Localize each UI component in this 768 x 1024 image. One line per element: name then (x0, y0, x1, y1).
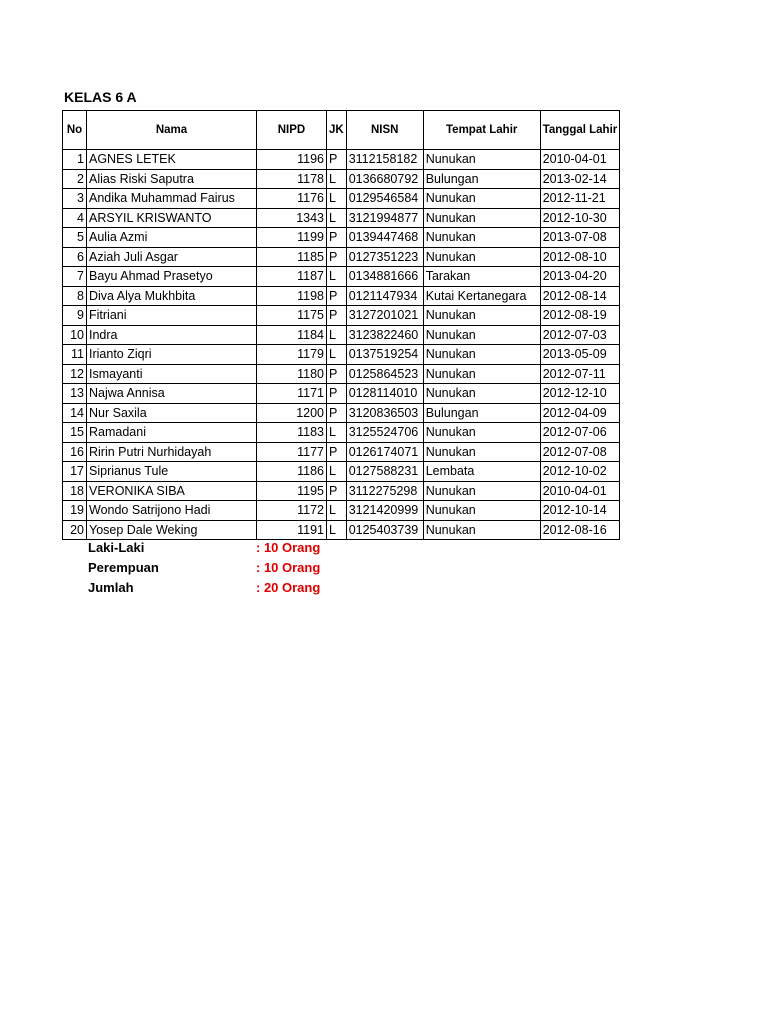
cell-jk: L (327, 501, 347, 521)
table-row (63, 384, 620, 404)
summary-label: Perempuan (88, 560, 159, 575)
cell-tanggal-lahir: 2013-04-20 (540, 267, 620, 287)
cell-tempat-lahir: Lembata (423, 462, 540, 482)
cell-tanggal-lahir: 2012-11-21 (540, 189, 620, 209)
cell-nama: Siprianus Tule (87, 462, 257, 482)
cell-tempat-lahir: Kutai Kertanegara (423, 286, 540, 306)
cell-tanggal-lahir: 2012-07-08 (540, 442, 620, 462)
cell-no: 18 (63, 481, 87, 501)
table-row (63, 442, 620, 462)
cell-tempat-lahir: Nunukan (423, 364, 540, 384)
cell-tanggal-lahir: 2012-07-06 (540, 423, 620, 443)
cell-tempat-lahir: Nunukan (423, 208, 540, 228)
cell-tanggal-lahir: 2012-07-03 (540, 325, 620, 345)
table-row (63, 423, 620, 443)
summary-value: : 10 Orang (256, 560, 321, 575)
summary-label: Jumlah (88, 580, 134, 595)
table-row (63, 306, 620, 326)
table-row (63, 364, 620, 384)
cell-nipd: 1195 (257, 481, 327, 501)
cell-tempat-lahir: Nunukan (423, 501, 540, 521)
cell-jk: L (327, 325, 347, 345)
cell-jk: L (327, 520, 347, 540)
cell-nama: Alias Riski Saputra (87, 169, 257, 189)
cell-tempat-lahir: Nunukan (423, 345, 540, 365)
col-header-tanggal-lahir: Tanggal Lahir (540, 111, 620, 150)
table-row (63, 150, 620, 170)
cell-tempat-lahir: Nunukan (423, 306, 540, 326)
table-row (63, 286, 620, 306)
cell-no: 6 (63, 247, 87, 267)
cell-nama: Irianto Ziqri (87, 345, 257, 365)
cell-nama: Fitriani (87, 306, 257, 326)
table-row (63, 267, 620, 287)
cell-tempat-lahir: Nunukan (423, 442, 540, 462)
cell-nisn: 3125524706 (346, 423, 423, 443)
header-row (63, 111, 620, 150)
cell-no: 7 (63, 267, 87, 287)
cell-nama: Yosep Dale Weking (87, 520, 257, 540)
cell-no: 20 (63, 520, 87, 540)
cell-tanggal-lahir: 2012-10-30 (540, 208, 620, 228)
col-header-jk: JK (327, 111, 347, 150)
cell-no: 9 (63, 306, 87, 326)
table-row (63, 189, 620, 209)
cell-nama: Najwa Annisa (87, 384, 257, 404)
cell-tanggal-lahir: 2012-08-19 (540, 306, 620, 326)
cell-tanggal-lahir: 2012-08-16 (540, 520, 620, 540)
table-row (63, 169, 620, 189)
table-row (63, 228, 620, 248)
cell-nisn: 0128114010 (346, 384, 423, 404)
cell-nama: Ramadani (87, 423, 257, 443)
cell-no: 5 (63, 228, 87, 248)
cell-nama: Indra (87, 325, 257, 345)
cell-tempat-lahir: Nunukan (423, 423, 540, 443)
cell-no: 8 (63, 286, 87, 306)
cell-nisn: 0127588231 (346, 462, 423, 482)
cell-nisn: 0125864523 (346, 364, 423, 384)
cell-jk: L (327, 462, 347, 482)
table-row (63, 208, 620, 228)
cell-nama: Diva Alya Mukhbita (87, 286, 257, 306)
cell-nipd: 1187 (257, 267, 327, 287)
student-table (62, 110, 620, 540)
cell-tempat-lahir: Nunukan (423, 384, 540, 404)
cell-nisn: 3112275298 (346, 481, 423, 501)
cell-nipd: 1177 (257, 442, 327, 462)
cell-nipd: 1343 (257, 208, 327, 228)
cell-nisn: 0139447468 (346, 228, 423, 248)
table-row (63, 481, 620, 501)
cell-tempat-lahir: Nunukan (423, 481, 540, 501)
cell-tempat-lahir: Tarakan (423, 267, 540, 287)
sheet-title: KELAS 6 A (64, 89, 137, 105)
table-row (63, 247, 620, 267)
cell-tempat-lahir: Bulungan (423, 403, 540, 423)
col-header-nama: Nama (87, 111, 257, 150)
cell-no: 12 (63, 364, 87, 384)
cell-tempat-lahir: Bulungan (423, 169, 540, 189)
cell-jk: P (327, 247, 347, 267)
cell-tanggal-lahir: 2013-02-14 (540, 169, 620, 189)
table-row (63, 325, 620, 345)
cell-nisn: 0137519254 (346, 345, 423, 365)
cell-no: 4 (63, 208, 87, 228)
cell-tanggal-lahir: 2013-07-08 (540, 228, 620, 248)
cell-nama: Bayu Ahmad Prasetyo (87, 267, 257, 287)
cell-nipd: 1200 (257, 403, 327, 423)
cell-nisn: 0125403739 (346, 520, 423, 540)
cell-tanggal-lahir: 2012-07-11 (540, 364, 620, 384)
table-row (63, 345, 620, 365)
cell-nipd: 1183 (257, 423, 327, 443)
cell-no: 15 (63, 423, 87, 443)
cell-nipd: 1175 (257, 306, 327, 326)
cell-jk: L (327, 169, 347, 189)
cell-no: 10 (63, 325, 87, 345)
cell-nama: Ririn Putri Nurhidayah (87, 442, 257, 462)
cell-tanggal-lahir: 2012-10-02 (540, 462, 620, 482)
summary-value: : 20 Orang (256, 580, 321, 595)
col-header-tempat-lahir: Tempat Lahir (423, 111, 540, 150)
cell-nisn: 3120836503 (346, 403, 423, 423)
cell-no: 11 (63, 345, 87, 365)
cell-tanggal-lahir: 2013-05-09 (540, 345, 620, 365)
cell-nipd: 1196 (257, 150, 327, 170)
cell-nama: Wondo Satrijono Hadi (87, 501, 257, 521)
cell-nisn: 0121147934 (346, 286, 423, 306)
cell-nama: ARSYIL KRISWANTO (87, 208, 257, 228)
cell-jk: P (327, 364, 347, 384)
cell-no: 2 (63, 169, 87, 189)
cell-tanggal-lahir: 2012-08-10 (540, 247, 620, 267)
cell-tempat-lahir: Nunukan (423, 228, 540, 248)
cell-nama: Ismayanti (87, 364, 257, 384)
cell-no: 17 (63, 462, 87, 482)
cell-no: 3 (63, 189, 87, 209)
cell-jk: P (327, 286, 347, 306)
cell-tempat-lahir: Nunukan (423, 247, 540, 267)
cell-nama: Andika Muhammad Fairus (87, 189, 257, 209)
cell-nama: AGNES LETEK (87, 150, 257, 170)
cell-nisn: 0134881666 (346, 267, 423, 287)
cell-nisn: 3127201021 (346, 306, 423, 326)
cell-nisn: 0126174071 (346, 442, 423, 462)
cell-nisn: 0129546584 (346, 189, 423, 209)
cell-jk: P (327, 150, 347, 170)
cell-jk: P (327, 384, 347, 404)
cell-jk: L (327, 267, 347, 287)
cell-nama: VERONIKA SIBA (87, 481, 257, 501)
cell-nisn: 0127351223 (346, 247, 423, 267)
cell-jk: L (327, 189, 347, 209)
cell-nipd: 1178 (257, 169, 327, 189)
table-row (63, 403, 620, 423)
cell-nama: Nur Saxila (87, 403, 257, 423)
cell-tempat-lahir: Nunukan (423, 150, 540, 170)
cell-jk: P (327, 306, 347, 326)
cell-nisn: 3121420999 (346, 501, 423, 521)
table-row (63, 462, 620, 482)
cell-nipd: 1198 (257, 286, 327, 306)
cell-tanggal-lahir: 2012-12-10 (540, 384, 620, 404)
cell-tanggal-lahir: 2012-10-14 (540, 501, 620, 521)
cell-jk: L (327, 423, 347, 443)
cell-no: 16 (63, 442, 87, 462)
cell-nipd: 1185 (257, 247, 327, 267)
cell-nisn: 3123822460 (346, 325, 423, 345)
cell-nisn: 0136680792 (346, 169, 423, 189)
cell-nipd: 1184 (257, 325, 327, 345)
col-header-nisn: NISN (346, 111, 423, 150)
cell-tempat-lahir: Nunukan (423, 325, 540, 345)
cell-nipd: 1191 (257, 520, 327, 540)
cell-jk: P (327, 228, 347, 248)
cell-nisn: 3121994877 (346, 208, 423, 228)
cell-jk: L (327, 345, 347, 365)
table-row (63, 501, 620, 521)
cell-tanggal-lahir: 2012-08-14 (540, 286, 620, 306)
cell-jk: L (327, 208, 347, 228)
cell-tanggal-lahir: 2010-04-01 (540, 150, 620, 170)
cell-jk: P (327, 481, 347, 501)
cell-nipd: 1171 (257, 384, 327, 404)
cell-no: 13 (63, 384, 87, 404)
summary-value: : 10 Orang (256, 540, 321, 555)
table-row (63, 520, 620, 540)
col-header-no: No (63, 111, 87, 150)
cell-nipd: 1176 (257, 189, 327, 209)
cell-no: 1 (63, 150, 87, 170)
cell-tempat-lahir: Nunukan (423, 520, 540, 540)
cell-nipd: 1172 (257, 501, 327, 521)
cell-nipd: 1180 (257, 364, 327, 384)
cell-jk: P (327, 403, 347, 423)
cell-nipd: 1199 (257, 228, 327, 248)
cell-tempat-lahir: Nunukan (423, 189, 540, 209)
summary-label: Laki-Laki (88, 540, 145, 555)
cell-no: 14 (63, 403, 87, 423)
cell-nisn: 3112158182 (346, 150, 423, 170)
cell-nama: Aulia Azmi (87, 228, 257, 248)
cell-tanggal-lahir: 2012-04-09 (540, 403, 620, 423)
col-header-nipd: NIPD (257, 111, 327, 150)
cell-no: 19 (63, 501, 87, 521)
cell-jk: P (327, 442, 347, 462)
cell-nipd: 1186 (257, 462, 327, 482)
cell-nipd: 1179 (257, 345, 327, 365)
cell-nama: Aziah Juli Asgar (87, 247, 257, 267)
cell-tanggal-lahir: 2010-04-01 (540, 481, 620, 501)
